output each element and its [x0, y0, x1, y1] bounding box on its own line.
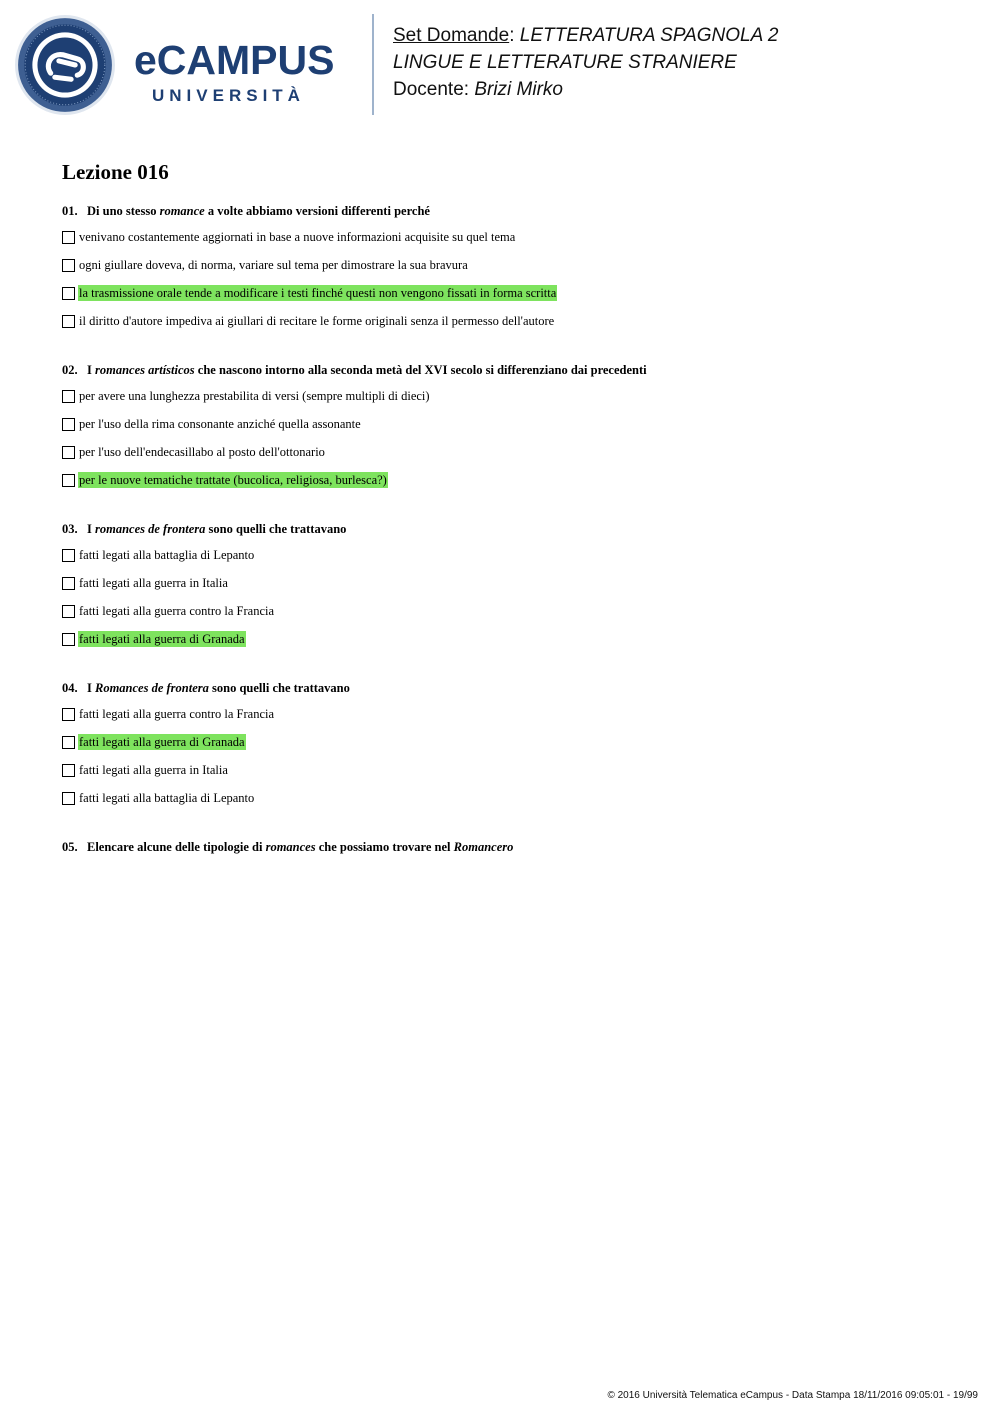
question-title-segment: I	[87, 681, 95, 695]
department-name: LINGUE E LETTERATURE STRANIERE	[393, 52, 737, 73]
checkbox-icon[interactable]	[62, 764, 75, 777]
question-title-segment: romances de frontera	[95, 522, 206, 536]
answer-text: fatti legati alla guerra in Italia	[79, 763, 228, 777]
question-number: 03.	[62, 522, 78, 536]
question-title-segment: Elencare alcune delle tipologie di	[87, 840, 266, 854]
question-title	[62, 521, 962, 537]
answer-text-correct: per le nuove tematiche trattate (bucolica, religiosa, burlesca?)	[79, 473, 387, 487]
answer-option	[62, 706, 962, 734]
set-line	[393, 22, 778, 49]
checkbox-icon[interactable]	[62, 605, 75, 618]
answer-text: fatti legati alla guerra contro la Francia	[79, 604, 275, 618]
answer-option	[62, 388, 962, 416]
answer-option	[62, 472, 962, 500]
question-title-segment: Di uno stesso	[87, 204, 160, 218]
answer-text-correct: fatti legati alla guerra di Granada	[79, 735, 245, 749]
answer-option	[62, 790, 962, 818]
checkbox-icon[interactable]	[62, 792, 75, 805]
question-number: 01.	[62, 204, 78, 218]
question-title-segment: I	[87, 363, 95, 377]
header-divider	[372, 14, 374, 115]
ecampus-logo	[134, 37, 335, 106]
question-title-segment: Romancero	[453, 840, 514, 854]
checkbox-icon[interactable]	[62, 259, 75, 272]
answer-text-correct: fatti legati alla guerra di Granada	[79, 632, 245, 646]
question-number: 04.	[62, 681, 78, 695]
course-name: LETTERATURA SPAGNOLA 2	[519, 25, 779, 46]
answer-text: il diritto d'autore impediva ai giullari di recitare le forme originali senza il permesso dell'autore	[79, 314, 555, 328]
ecampus-seal-icon	[14, 14, 116, 116]
logo-subtitle: UNIVERSITÀ	[152, 86, 305, 105]
question-title-segment: I	[87, 522, 95, 536]
checkbox-icon[interactable]	[62, 315, 75, 328]
checkbox-icon[interactable]	[62, 390, 75, 403]
question-number: 05.	[62, 840, 78, 854]
question-title-segment: che possiamo trovare nel	[315, 840, 454, 854]
checkbox-icon[interactable]	[62, 633, 75, 646]
question-number: 02.	[62, 363, 78, 377]
lesson-title: Lezione 016	[62, 160, 169, 184]
question-title	[62, 362, 962, 378]
set-info	[393, 22, 778, 103]
answer-text: fatti legati alla battaglia di Lepanto	[79, 548, 255, 562]
answer-text: per avere una lunghezza prestabilita di versi (sempre multipli di dieci)	[79, 389, 430, 403]
question-title	[62, 839, 962, 855]
checkbox-icon[interactable]	[62, 708, 75, 721]
question-title-segment: sono quelli che trattavano	[208, 681, 350, 695]
answer-option	[62, 416, 962, 444]
answer-text: venivano costantemente aggiornati in base a nuove informazioni acquisite su quel tema	[79, 230, 516, 244]
checkbox-icon[interactable]	[62, 231, 75, 244]
page-footer: © 2016 Università Telematica eCampus - Data Stampa 18/11/2016 09:05:01 - 19/99	[607, 1390, 978, 1401]
question-title-segment: Romances de frontera	[95, 681, 209, 695]
logo-brand: eCAMPUS	[134, 37, 335, 83]
teacher-line	[393, 76, 778, 103]
question-title-segment: romances artísticos	[95, 363, 195, 377]
question-title	[62, 680, 962, 696]
question	[62, 362, 962, 500]
question	[62, 521, 962, 659]
checkbox-icon[interactable]	[62, 549, 75, 562]
question	[62, 839, 962, 855]
answer-option	[62, 762, 962, 790]
answer-option	[62, 257, 962, 285]
answer-option	[62, 444, 962, 472]
set-label: Set Domande	[393, 25, 510, 46]
page-header	[0, 0, 1000, 130]
answer-text: per l'uso dell'endecasillabo al posto dell'ottonario	[79, 445, 325, 459]
checkbox-icon[interactable]	[62, 577, 75, 590]
answer-text: fatti legati alla guerra contro la Francia	[79, 707, 275, 721]
question-title-segment: che nascono intorno alla seconda metà del XVI secolo si differenziano dai precedenti	[194, 363, 647, 377]
question-title-segment: romance	[159, 204, 205, 218]
answer-option	[62, 734, 962, 762]
checkbox-icon[interactable]	[62, 474, 75, 487]
answer-text: fatti legati alla battaglia di Lepanto	[79, 791, 255, 805]
question-title	[62, 203, 962, 219]
question	[62, 680, 962, 818]
answer-text: ogni giullare doveva, di norma, variare sul tema per dimostrare la sua bravura	[79, 258, 468, 272]
teacher-label: Docente:	[393, 79, 475, 100]
answer-option	[62, 603, 962, 631]
answer-option	[62, 229, 962, 257]
checkbox-icon[interactable]	[62, 446, 75, 459]
answer-text: fatti legati alla guerra in Italia	[79, 576, 228, 590]
answer-text-correct: la trasmissione orale tende a modificare i testi finché questi non vengono fissati in forma scritta	[79, 286, 557, 300]
question-title-segment: romances	[265, 840, 316, 854]
question-list	[62, 203, 962, 876]
set-separator: :	[509, 25, 520, 46]
answer-option	[62, 631, 962, 659]
checkbox-icon[interactable]	[62, 736, 75, 749]
answer-option	[62, 285, 962, 313]
checkbox-icon[interactable]	[62, 418, 75, 431]
answer-option	[62, 547, 962, 575]
question	[62, 203, 962, 341]
question-title-segment: a volte abbiamo versioni differenti perché	[204, 204, 430, 218]
teacher-name: Brizi Mirko	[474, 79, 563, 100]
checkbox-icon[interactable]	[62, 287, 75, 300]
answer-option	[62, 575, 962, 603]
question-title-segment: sono quelli che trattavano	[205, 522, 347, 536]
answer-option	[62, 313, 962, 341]
answer-text: per l'uso della rima consonante anziché quella assonante	[79, 417, 361, 431]
department-line	[393, 49, 778, 76]
